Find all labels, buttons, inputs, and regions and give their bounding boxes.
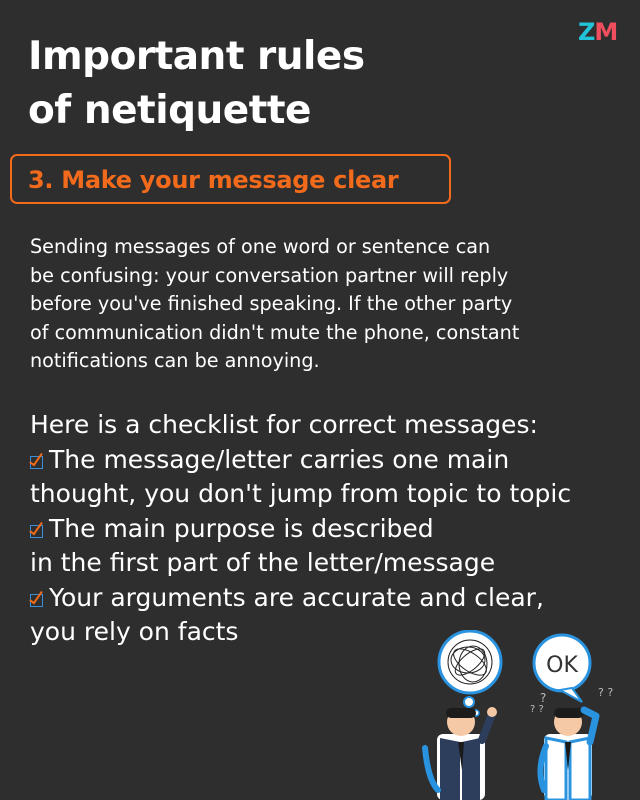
rule-heading-box	[10, 154, 451, 204]
businessman-right	[540, 708, 596, 800]
checklist-item-3	[30, 581, 630, 616]
checklist-heading: Here is a checklist for correct messages:	[30, 410, 538, 439]
intro-line: of communication didn't mute the phone, constant	[30, 320, 520, 344]
checklist-item-text: in the first part of the letter/message	[30, 548, 496, 577]
checklist-item-text: The message/letter carries one main	[49, 444, 510, 474]
title-line-2: of netiquette	[28, 88, 311, 133]
ok-bubble-text: OK	[546, 653, 578, 678]
checklist-item-text: The main purpose is described	[49, 513, 434, 543]
logo-letter-m: M	[594, 18, 618, 46]
checklist-item-text: Your arguments are accurate and clear,	[49, 582, 544, 612]
logo-letter-z: Z	[578, 18, 595, 46]
checklist-item-text: thought, you don't jump from topic to topic	[30, 479, 572, 508]
rule-heading: 3. Make your message clear	[28, 166, 399, 194]
checklist	[30, 408, 630, 650]
checkbox-checked-icon	[30, 456, 43, 469]
title-line-1: Important rules	[28, 34, 365, 79]
intro-line: notifications can be annoying.	[30, 349, 320, 373]
checklist-item-2	[30, 512, 630, 547]
svg-text:?: ?	[540, 691, 547, 705]
svg-text:? ?: ? ?	[598, 686, 614, 699]
checklist-item-1	[30, 443, 630, 478]
checklist-item-text: you rely on facts	[30, 617, 239, 646]
page-title	[28, 30, 365, 138]
businessman-left	[425, 707, 497, 800]
intro-paragraph	[30, 233, 615, 376]
intro-line: Sending messages of one word or sentence can	[30, 235, 491, 258]
businessmen-illustration	[420, 630, 630, 800]
checkbox-checked-icon	[30, 594, 43, 607]
tangled-thought-bubble-icon	[439, 631, 501, 716]
svg-text:? ?: ? ?	[530, 704, 544, 715]
intro-line: be confusing: your conversation partner will reply	[30, 263, 509, 287]
intro-line: before you've finished speaking. If the other party	[30, 292, 513, 316]
brand-logo	[578, 20, 617, 44]
checkbox-checked-icon	[30, 525, 43, 538]
